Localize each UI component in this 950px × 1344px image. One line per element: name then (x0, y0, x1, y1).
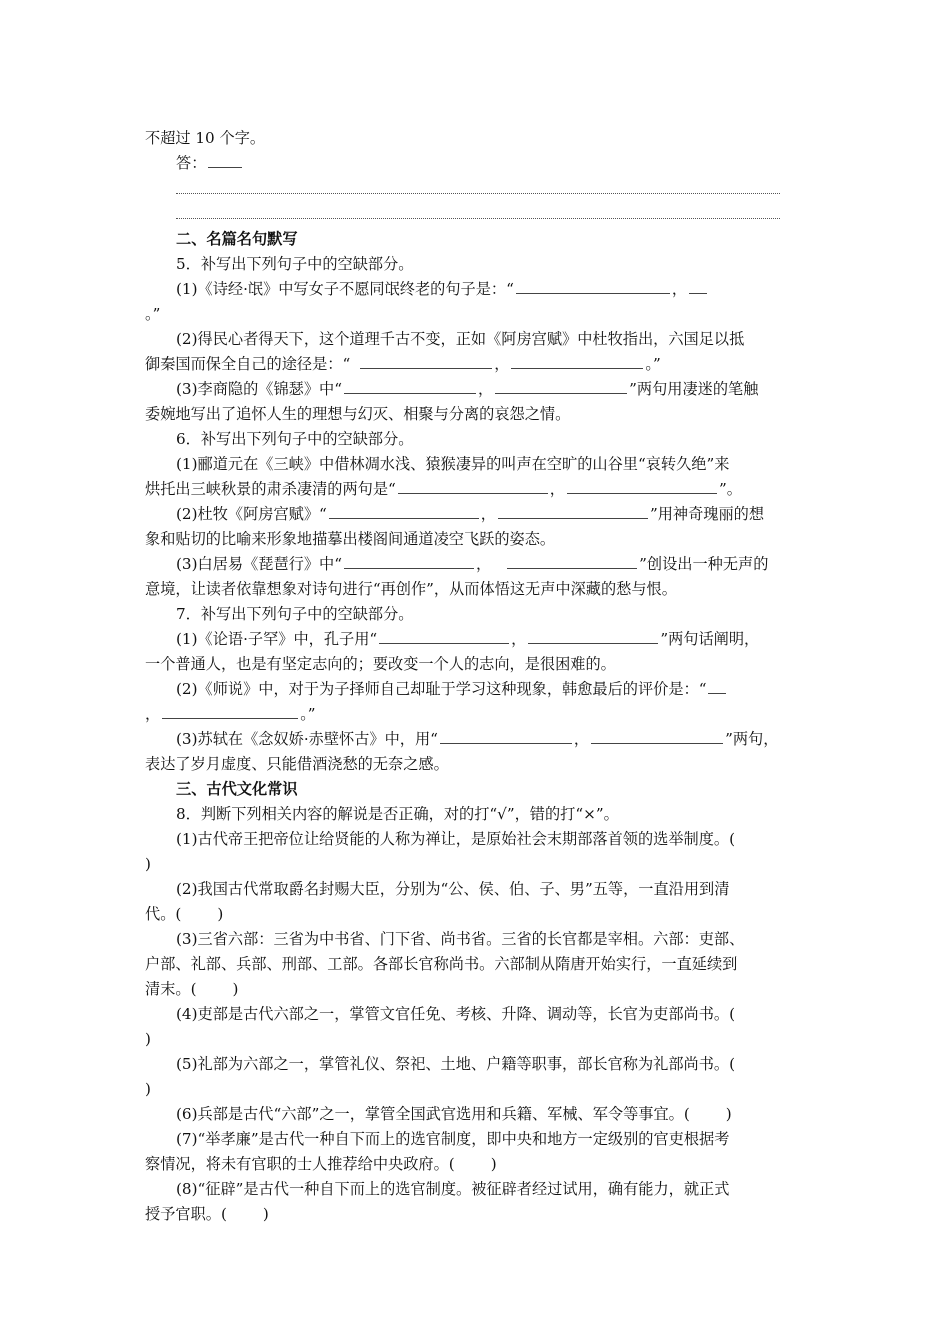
q8-item3-l2: 户部、礼部、兵部、刑部、工部。各部长官称尚书。六部制从隋唐开始实行，一直延续到 (145, 955, 738, 973)
q5-item1-end: 。” (145, 305, 161, 323)
q7-1-blank-b[interactable] (528, 629, 658, 644)
answer-blank[interactable] (208, 153, 242, 168)
q6-1-blank-b[interactable] (567, 479, 717, 494)
q5-item2-l2: 御秦国而保全自己的途径是：“ ， 。” (145, 355, 661, 373)
q5-3-blank-a[interactable] (344, 379, 476, 394)
q8-item2-l1: (2)我国古代常取爵名封赐大臣，分别为“公、侯、伯、子、男”五等，一直沿用到清 (176, 880, 730, 898)
q8-item7-l1: (7)“举孝廉”是古代一种自下而上的选官制度，即中央和地方一定级别的官吏根据考 (176, 1130, 730, 1148)
q5-item2-l1: (2)得民心者得天下，这个道理千古不变，正如《阿房宫赋》中杜牧指出，六国足以抵 (176, 330, 745, 348)
q8-item1-l1: (1)古代帝王把帝位让给贤能的人称为禅让，是原始社会末期部落首领的选举制度。( (176, 830, 736, 848)
q7-2-blank-b[interactable] (162, 704, 298, 719)
q8-item3-l1: (3)三省六部：三省为中书省、门下省、尚书省。三省的长官都是宰相。六部：吏部、 (176, 930, 745, 948)
q8-item4-l2[interactable]: ) (145, 1030, 151, 1048)
q8-item3-l3: 清末。( ) (145, 980, 239, 998)
answer-dotted-line-1[interactable] (176, 193, 780, 194)
q7-item2-l2: ， 。” (145, 705, 316, 723)
q5-item3-l1: (3)李商隐的《锦瑟》中“ ， ”两句用凄迷的笔触 (176, 380, 759, 398)
q8-item6-l1: (6)兵部是古代“六部”之一，掌管全国武官选用和兵籍、军械、军令等事宜。( ) (176, 1105, 732, 1123)
q8-item5-l2[interactable]: ) (145, 1080, 151, 1098)
q6-item1-l2: 烘托出三峡秋景的肃杀凄清的两句是“ ， ”。 (145, 480, 742, 498)
q6-item2-l1: (2)杜牧《阿房宫赋》“ ， ”用神奇瑰丽的想 (176, 505, 765, 523)
q6-item3-l1: (3)白居易《琵琶行》中“ ， ”创设出一种无声的 (176, 555, 769, 573)
q8-item5-l1: (5)礼部为六部之一，掌管礼仪、祭祀、土地、户籍等职事，部长官称为礼部尚书。( (176, 1055, 736, 1073)
q4-tail: 不超过 10 个字。 (145, 129, 266, 147)
q7-item3-l2: 表达了岁月虚度、只能借酒浇愁的无奈之感。 (145, 755, 449, 773)
q5-item3-l2: 委婉地写出了追怀人生的理想与幻灭、相聚与分离的哀怨之情。 (145, 405, 571, 423)
q7-item3-l1: (3)苏轼在《念奴娇·赤壁怀古》中，用“ ， ”两句， (176, 730, 779, 748)
section3-title: 三、古代文化常识 (176, 780, 298, 798)
q7-item2-l1: (2)《师说》中，对于为子择师自己却耻于学习这种现象，韩愈最后的评价是：“ (176, 678, 728, 700)
q8-item1-l2[interactable]: ) (145, 855, 151, 873)
q7-1-blank-a[interactable] (379, 629, 509, 644)
section2-title: 二、名篇名句默写 (176, 230, 298, 248)
q6-2-blank-a[interactable] (329, 504, 479, 519)
q7-item1-l1: (1)《论语·子罕》中，孔子用“ ， ”两句话阐明， (176, 630, 760, 648)
q8-stem: 8．判断下列相关内容的解说是否正确，对的打“√”，错的打“×”。 (176, 805, 619, 823)
q7-3-blank-a[interactable] (440, 729, 572, 744)
q6-item1-l1: (1)郦道元在《三峡》中借林凋水浅、猿猴凄异的叫声在空旷的山谷里“哀转久绝”来 (176, 455, 730, 473)
q6-item2-l2: 象和贴切的比喻来形象地描摹出楼阁间通道凌空飞跃的姿态。 (145, 530, 556, 548)
q5-2-blank-b[interactable] (511, 354, 643, 369)
q6-2-blank-b[interactable] (498, 504, 648, 519)
q6-stem: 6．补写出下列句子中的空缺部分。 (176, 430, 414, 448)
q8-item4-l1: (4)吏部是古代六部之一，掌管文官任免、考核、升降、调动等，长官为吏部尚书。( (176, 1005, 736, 1023)
q6-1-blank-a[interactable] (398, 479, 548, 494)
q7-3-blank-b[interactable] (591, 729, 723, 744)
q8-item7-l2: 察情况，将未有官职的士人推荐给中央政府。( ) (145, 1155, 497, 1173)
q7-item1-l2: 一个普通人，也是有坚定志向的；要改变一个人的志向，是很困难的。 (145, 655, 616, 673)
q8-item2-l2: 代。( ) (145, 905, 224, 923)
answer-line (176, 152, 244, 174)
q5-stem: 5．补写出下列句子中的空缺部分。 (176, 255, 414, 273)
answer-label: 答： (176, 154, 207, 172)
q7-2-blank-a[interactable] (708, 679, 726, 694)
q6-3-blank-b[interactable] (507, 554, 637, 569)
q5-1-blank-a[interactable] (516, 279, 670, 294)
q6-item3-l2: 意境，让读者依靠想象对诗句进行“再创作”，从而体悟这无声中深藏的愁与恨。 (145, 580, 677, 598)
answer-dotted-line-2[interactable] (176, 218, 780, 219)
q5-2-blank-a[interactable] (360, 354, 492, 369)
q7-stem: 7．补写出下列句子中的空缺部分。 (176, 605, 414, 623)
q5-item1: (1)《诗经·氓》中写女子不愿同氓终老的句子是：“ ， (176, 278, 709, 300)
q8-item8-l1: (8)“征辟”是古代一种自下而上的选官制度。被征辟者经过试用，确有能力，就正式 (176, 1180, 730, 1198)
q5-3-blank-b[interactable] (495, 379, 627, 394)
q8-item8-l2: 授予官职。( ) (145, 1205, 269, 1223)
q5-1-blank-b[interactable] (689, 279, 707, 294)
q6-3-blank-a[interactable] (344, 554, 474, 569)
